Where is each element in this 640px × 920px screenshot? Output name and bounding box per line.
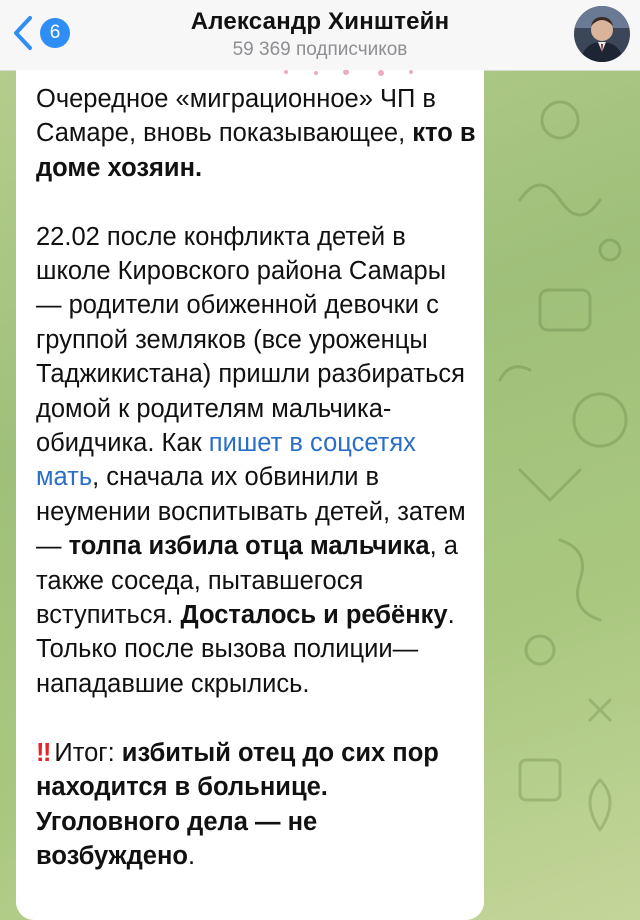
text-run: , а также соседа, пытавшегося вступиться.	[36, 532, 458, 630]
bold-text: Досталось и ребёнку	[180, 601, 448, 630]
message-bubble[interactable]	[16, 70, 484, 920]
channel-info[interactable]	[150, 8, 490, 61]
bold-text: кто в доме хозяин.	[36, 119, 476, 182]
text-run: Очередное «миграционное» ЧП в Самаре, вновь показывающее,	[36, 85, 436, 148]
previous-media-strip	[16, 70, 484, 80]
text-run: .	[187, 841, 196, 870]
unread-count-badge: 6	[40, 18, 70, 48]
back-chevron-icon	[10, 14, 36, 52]
bold-text: толпа избила отца мальчика	[68, 532, 430, 561]
message-paragraph-3	[36, 736, 476, 874]
message-text	[36, 82, 476, 908]
double-exclamation-emoji: ‼	[36, 738, 49, 767]
message-paragraph-1	[36, 82, 476, 185]
text-run: . Только после вызова полиции— нападавшие скрылись.	[36, 601, 455, 698]
channel-title: Александр Хинштейн	[190, 8, 450, 35]
text-run: 22.02 после конфликта детей в школе Кировского района Самары — родители обиженной девочки с группой земляков (все уроженцы Таджикистана) пришли разбираться домой к родителям мальчика-обидчика. Как	[36, 222, 465, 458]
subscriber-count: 59 369 подписчиков	[232, 39, 408, 60]
text-run: Итог:	[54, 738, 122, 767]
message-link[interactable]: пишет в соцсетях мать	[36, 429, 416, 492]
chat-header	[0, 0, 640, 71]
channel-avatar[interactable]	[574, 6, 630, 62]
bold-text: избитый отец до сих пор находится в больнице. Уголовного дела — не возбуждено	[36, 738, 439, 870]
avatar-image	[574, 6, 630, 62]
text-run: , сначала их обвинили в неумении воспитывать детей, затем —	[36, 463, 466, 561]
message-paragraph-2	[36, 220, 476, 702]
back-button[interactable]	[10, 14, 70, 52]
